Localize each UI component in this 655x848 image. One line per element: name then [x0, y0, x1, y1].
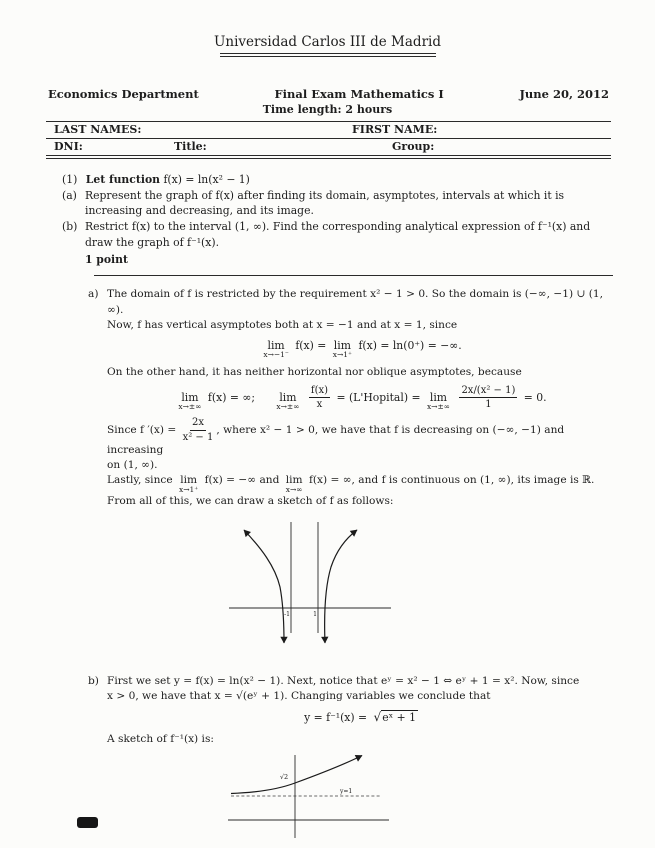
problem-function: f(x) = ln(x² − 1) [163, 172, 250, 186]
lhopital-step: = (L'Hopital) = [336, 390, 421, 404]
limit-value-2: = 0. [523, 390, 547, 404]
title-double-rule [220, 53, 436, 57]
problem-statement [62, 172, 613, 268]
student-info-table [46, 121, 611, 159]
limit-x-to-minus1: lim x→−1⁻ [263, 338, 289, 359]
figure-sketch-f [223, 515, 615, 664]
solutions [88, 287, 615, 848]
form-row-names [46, 122, 611, 139]
lastly-mid-1: f(x) = −∞ and [204, 474, 280, 487]
sqrt-radicand: eˣ + 1 [382, 711, 416, 725]
y-equals-1-label: y=1 [340, 788, 353, 796]
sqrt-sign: √ [373, 710, 382, 725]
part-a [62, 188, 613, 219]
limit-pm-infinity-1: lim x→±∞ [178, 390, 202, 412]
solution-a-body [107, 287, 615, 664]
limit-x-to-1plus: lim x→1⁺ [332, 338, 352, 359]
department-name: Economics Department [48, 86, 199, 101]
university-title: Universidad Carlos III de Madrid [214, 34, 441, 50]
solution-a-paragraph-1 [107, 287, 615, 332]
tick-label-minus-1: -1 [284, 611, 290, 619]
solution-b-body [107, 674, 615, 848]
part-b [62, 219, 613, 250]
fraction-derivative: $\frac{2x}{\text{x² − 1}}$ [182, 417, 214, 443]
solution-a-paragraph-4 [107, 473, 615, 509]
derivative-sentence-post: , where x² − 1 > 0, we have that f is decreasing on (−∞, −1) and increasing [107, 424, 565, 456]
exam-title: Final Exam Mathematics I [274, 86, 444, 101]
limit-pm-infinity-2: lim x→±∞ [276, 390, 300, 412]
equation-no-horizontal-asymptotes [107, 385, 615, 411]
solution-b [88, 674, 615, 848]
curve-left-branch [244, 530, 284, 643]
degree-title-label: Title: [174, 139, 207, 153]
sqrt2-label: √2 [279, 773, 289, 782]
form-row-dni [46, 139, 611, 159]
limit-value-1: f(x) = ∞; [207, 390, 255, 404]
equation-inverse-function [107, 709, 615, 726]
part-b-label: (b) [62, 220, 78, 234]
tick-label-1: 1 [313, 611, 317, 619]
group-label: Group: [392, 139, 435, 153]
inverse-derivation-line-1: First we set y = f(x) = ln(x² − 1). Next, notice that eʸ = x² − 1 ⇔ eʸ + 1 = x². Now, since [107, 675, 580, 688]
fraction-fx-over-x: $\frac{f(x)}{x}$ [310, 384, 329, 411]
problem-lead: Let function [85, 172, 160, 186]
graph-ln-x2-minus-1 [223, 515, 433, 659]
part-a-text: Represent the graph of f(x) after finding its domain, asymptotes, intervals at which it is increasing and decreasing, and its image. [85, 188, 565, 218]
graph-sqrt-ex-plus-1 [223, 750, 398, 848]
sqrt-expression [374, 711, 418, 724]
first-name-label: FIRST NAME: [352, 122, 438, 136]
limit-inline-1plus: lim x→1⁺ [178, 474, 199, 495]
equation-result: f(x) = ln(0⁺) = −∞. [358, 338, 462, 352]
lastly-mid-2: f(x) = ∞, and f is continuous on (1, ∞), its image is ℝ. [308, 474, 595, 487]
figure-sketch-f-inverse [223, 750, 615, 848]
scan-artifact [77, 817, 98, 828]
dni-label: DNI: [54, 139, 83, 153]
points-label: 1 point [85, 253, 128, 267]
solution-a [88, 287, 615, 664]
equation-middle: f(x) = [295, 338, 327, 352]
solution-b-paragraph-2: A sketch of f⁻¹(x) is: [107, 733, 214, 746]
time-length-label: Time length: 2 hours [262, 102, 393, 116]
inverse-equation-lhs: y = f⁻¹(x) = [304, 711, 368, 725]
problem-heading [62, 172, 613, 187]
solution-a-label: a) [88, 288, 99, 301]
inverse-derivation-line-2: x > 0, we have that x = √(eʸ + 1). Changing variables we conclude that [107, 690, 491, 703]
separator-rule [94, 275, 613, 276]
last-names-label: LAST NAMES: [54, 122, 142, 136]
solution-a-paragraph-2: On the other hand, it has neither horizontal nor oblique asymptotes, because [107, 365, 522, 378]
asymptote-sentence: Now, f has vertical asymptotes both at x = −1 and at x = 1, since [107, 318, 458, 331]
solution-a-paragraph-3 [107, 417, 615, 473]
problem-number: (1) [62, 172, 78, 186]
derivative-sentence-pre: Since f ′(x) = [107, 424, 177, 436]
fraction-derivatives: $\frac{\text{2x/(x² − 1)}}{1}$ [461, 384, 516, 411]
solution-b-paragraph-1 [107, 674, 615, 704]
lastly-pre: Lastly, since [107, 474, 173, 487]
exam-date: June 20, 2012 [519, 86, 609, 101]
curve-right-branch [325, 530, 357, 643]
part-b-text: Restrict f(x) to the interval (1, ∞). Find the corresponding analytical expression of f⁻¹(x) and draw the graph of f⁻¹(x). [85, 220, 591, 249]
part-a-label: (a) [62, 188, 77, 202]
derivative-sentence-end: on (1, ∞). [107, 459, 158, 472]
domain-sentence: The domain of f is restricted by the requirement x² − 1 > 0. So the domain is (−∞, −1) ∪ (1, ∞). [107, 288, 603, 316]
solution-b-label: b) [88, 675, 99, 688]
exam-header-row [48, 87, 609, 101]
limit-pm-infinity-3: lim x→±∞ [426, 390, 450, 412]
equation-vertical-asymptote-limits [107, 338, 615, 359]
limit-inline-infinity: lim x→∞ [285, 474, 303, 495]
sketch-intro: From all of this, we can draw a sketch of f as follows: [107, 495, 394, 508]
